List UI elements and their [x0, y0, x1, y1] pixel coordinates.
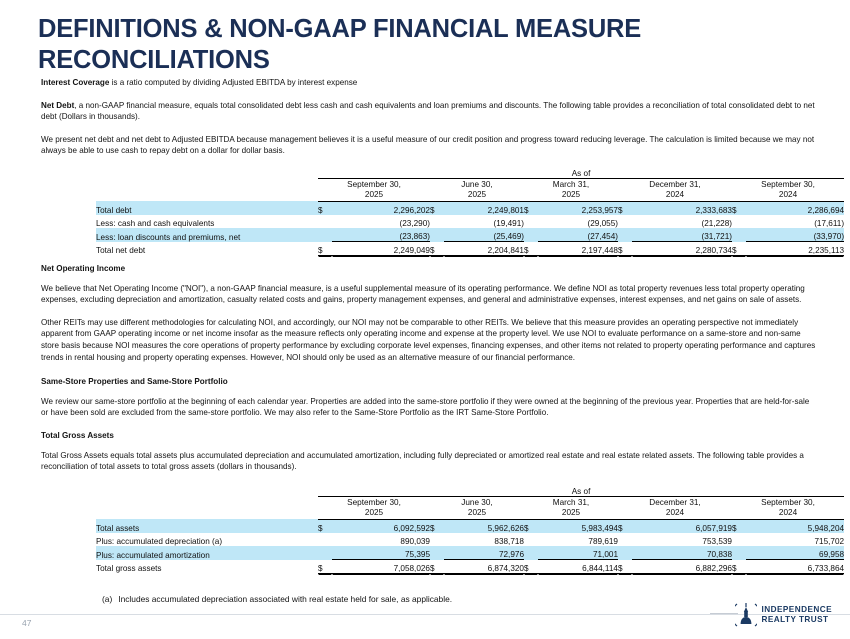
- currency-symbol: $: [618, 201, 632, 215]
- net-debt-table-head: [96, 166, 844, 201]
- gross-assets-col-header-4: September 30, 2024: [732, 496, 844, 519]
- currency-symbol: $: [524, 560, 538, 574]
- cell-value: 2,235,113: [746, 242, 844, 256]
- footnote: [102, 594, 452, 604]
- paragraph-net-debt-text: , a non-GAAP financial measure, equals total consolidated debt less cash and cash equivalents and loan premiums and discounts. The following table provides a reconciliation of total consolidated debt to net debt (Dollars in thousands).: [41, 100, 815, 122]
- gross-assets-table: [96, 484, 844, 574]
- row-label: Less: loan discounts and premiums, net: [96, 228, 318, 242]
- gross-assets-col-header-0: September 30, 2025: [318, 496, 430, 519]
- currency-symbol: $: [524, 201, 538, 215]
- cell-value: 890,039: [400, 537, 430, 546]
- currency-symbol: $: [618, 242, 632, 256]
- noi-section: [41, 263, 817, 473]
- cell-value: 2,249,801: [444, 201, 524, 215]
- company-logo: [735, 600, 832, 630]
- cell-value: (29,055): [587, 219, 618, 228]
- currency-symbol: $: [732, 560, 746, 574]
- cell-value: 2,296,202: [332, 201, 430, 215]
- gross-assets-col-header-1: June 30, 2025: [430, 496, 524, 519]
- cell-value: 7,058,026: [332, 560, 430, 574]
- net-debt-col-header-3: December 31, 2024: [618, 178, 732, 201]
- paragraph-noi-1: We believe that Net Operating Income ("NOI"), a non-GAAP financial measure, is a useful supplemental measure of its operating performance. We define NOI as total property revenues less total property operating expenses, excluding depreciation and amortization, casualty related costs and gains, property management expenses, and general and administrative expenses, interest expenses, and net gains on sale of assets.: [41, 283, 805, 305]
- footer-divider: [0, 614, 850, 615]
- body-content: [41, 77, 817, 157]
- net-debt-col-header-0: September 30, 2025: [318, 178, 430, 201]
- currency-symbol: $: [318, 560, 332, 574]
- cell-value: 70,838: [632, 546, 732, 560]
- table-row: [96, 533, 844, 547]
- tower-icon: [735, 600, 757, 630]
- cell-value: (23,290): [399, 219, 430, 228]
- cell-value: 789,619: [588, 537, 618, 546]
- currency-symbol: $: [732, 519, 746, 533]
- cell-value: 838,718: [494, 537, 524, 546]
- net-debt-column-header-row: [96, 178, 844, 201]
- cell-value: 6,057,919: [632, 519, 732, 533]
- cell-value: 5,983,494: [538, 519, 618, 533]
- cell-value: 75,395: [332, 546, 430, 560]
- cell-value: (23,863): [332, 228, 430, 242]
- paragraph-net-debt-2: We present net debt and net debt to Adjusted EBITDA because management believes it is a useful measure of our credit position and progress toward reducing leverage. The calculation is limited because we may not always be able to use cash to repay debt on a dollar for dollar basis.: [41, 134, 815, 156]
- cell-value: 6,092,592: [332, 519, 430, 533]
- paragraph-interest-coverage: [41, 77, 817, 89]
- row-label: Total debt: [96, 201, 318, 215]
- row-label: Plus: accumulated amortization: [96, 546, 318, 560]
- cell-value: 2,286,694: [746, 201, 844, 215]
- page-number: 47: [22, 618, 32, 628]
- net-debt-table-body: [96, 201, 844, 255]
- cell-value: 5,962,626: [444, 519, 524, 533]
- row-label: Less: cash and cash equivalents: [96, 219, 215, 228]
- logo-line-2: REALTY TRUST: [761, 615, 829, 624]
- cell-value: (25,469): [444, 228, 524, 242]
- heading-net-operating-income: Net Operating Income: [41, 264, 126, 273]
- cell-value: 5,948,204: [746, 519, 844, 533]
- gross-assets-col-header-2: March 31, 2025: [524, 496, 618, 519]
- currency-symbol: $: [524, 519, 538, 533]
- gross-assets-column-header-row: [96, 496, 844, 519]
- table-row: [96, 546, 844, 560]
- paragraph-noi-2: Other REITs may use different methodologies for calculating NOI, and accordingly, our NOI may not be comparable to other REITs. We believe that this measure provides an operating perspective not immediately apparent from GAAP operating income or net income insofar as the measure reflects only operating income and expense at the property level. We use NOI to evaluate performance on a same-store and non-same store basis because NOI measures the core operations of property performance by excluding corporate level expenses, financing expenses, and other items not related to property operating performance and captures trends in rental housing and property operating expenses. However, NOI should only be used as an alternative measure of our financial performance.: [41, 317, 816, 362]
- net-debt-col-header-1: June 30, 2025: [430, 178, 524, 201]
- logo-wordmark: [762, 605, 832, 624]
- cell-value: 715,702: [814, 537, 845, 546]
- table-row: [96, 228, 844, 242]
- cell-value: 6,733,864: [746, 560, 844, 574]
- cell-value: (33,970): [746, 228, 844, 242]
- gross-assets-col-header-3: December 31, 2024: [618, 496, 732, 519]
- net-debt-group-header-row: [96, 166, 844, 178]
- cell-value: (17,611): [814, 219, 845, 228]
- cell-value: (19,491): [493, 219, 524, 228]
- paragraph-interest-coverage-text: is a ratio computed by dividing Adjusted EBITDA by interest expense: [109, 78, 358, 87]
- cell-value: 71,001: [538, 546, 618, 560]
- table-row: [96, 215, 844, 229]
- paragraph-net-debt: [41, 100, 817, 123]
- footnote-text: Includes accumulated depreciation associated with real estate held for sale, as applicable.: [118, 594, 453, 604]
- row-label: Plus: accumulated depreciation (a): [96, 537, 223, 546]
- currency-symbol: $: [318, 519, 332, 533]
- paragraph-total-gross-assets: Total Gross Assets equals total assets plus accumulated depreciation and accumulated amortization, including fully depreciated or amortized real estate and real estate related assets. The following table provides a reconciliation of total assets to total gross assets (dollars in thousands).: [41, 450, 804, 472]
- term-net-debt: Net Debt: [41, 100, 75, 110]
- table-row: [96, 201, 844, 215]
- cell-value: 6,874,320: [444, 560, 524, 574]
- cell-value: 6,844,114: [538, 560, 618, 574]
- cell-value: 753,539: [702, 537, 732, 546]
- net-debt-table: [96, 166, 844, 256]
- gross-assets-group-header-row: [96, 484, 844, 496]
- cell-value: 2,204,841: [444, 242, 524, 256]
- net-debt-group-header: As of: [318, 166, 844, 178]
- table-row: [96, 519, 844, 533]
- cell-value: 2,253,957: [538, 201, 618, 215]
- currency-symbol: $: [430, 201, 444, 215]
- page-title: [38, 14, 678, 76]
- footnote-mark: (a): [102, 594, 113, 604]
- row-label: Total gross assets: [96, 564, 162, 573]
- paragraph-same-store: We review our same-store portfolio at the beginning of each calendar year. Properties are added into the same-store portfolio if they were owned at the beginning of the previous year. Properties that are held-for-sale or have been sold are excluded from the same-store portfolio. We may also refer to the Same-Store Portfolio as the IRT Same-Store Portfolio.: [41, 396, 810, 418]
- cell-value: 6,882,296: [632, 560, 732, 574]
- net-debt-col-header-4: September 30, 2024: [732, 178, 844, 201]
- currency-symbol: $: [430, 560, 444, 574]
- page-title-line-2: RECONCILIATIONS: [38, 46, 270, 74]
- currency-symbol: $: [524, 242, 538, 256]
- cell-value: (21,228): [701, 219, 732, 228]
- currency-symbol: $: [318, 201, 332, 215]
- table-row-total: [96, 560, 844, 574]
- cell-value: 2,333,683: [632, 201, 732, 215]
- currency-symbol: $: [618, 560, 632, 574]
- cell-value: 72,976: [444, 546, 524, 560]
- cell-value: 2,280,734: [632, 242, 732, 256]
- gross-assets-table-body: [96, 519, 844, 573]
- net-debt-col-header-2: March 31, 2025: [524, 178, 618, 201]
- currency-symbol: $: [732, 201, 746, 215]
- page-title-line-1: DEFINITIONS & NON-GAAP FINANCIAL MEASURE: [38, 15, 642, 43]
- cell-value: 2,249,049: [332, 242, 430, 256]
- heading-total-gross-assets: Total Gross Assets: [41, 430, 114, 440]
- gross-assets-table-head: [96, 484, 844, 519]
- heading-same-store: Same-Store Properties and Same-Store Portfolio: [41, 377, 228, 387]
- row-label: Total assets: [96, 519, 318, 533]
- currency-symbol: $: [618, 519, 632, 533]
- logo-line-1: INDEPENDENCE: [761, 605, 832, 615]
- currency-symbol: $: [430, 242, 444, 256]
- cell-value: (31,721): [632, 228, 732, 242]
- currency-symbol: $: [732, 242, 746, 256]
- cell-value: 2,197,448: [538, 242, 618, 256]
- cell-value: (27,454): [538, 228, 618, 242]
- table-row-total: [96, 242, 844, 256]
- currency-symbol: $: [318, 242, 332, 256]
- gross-assets-group-header: As of: [318, 484, 844, 496]
- row-label: Total net debt: [96, 246, 146, 255]
- cell-value: 69,958: [746, 546, 844, 560]
- term-interest-coverage: Interest Coverage: [41, 78, 110, 87]
- currency-symbol: $: [430, 519, 444, 533]
